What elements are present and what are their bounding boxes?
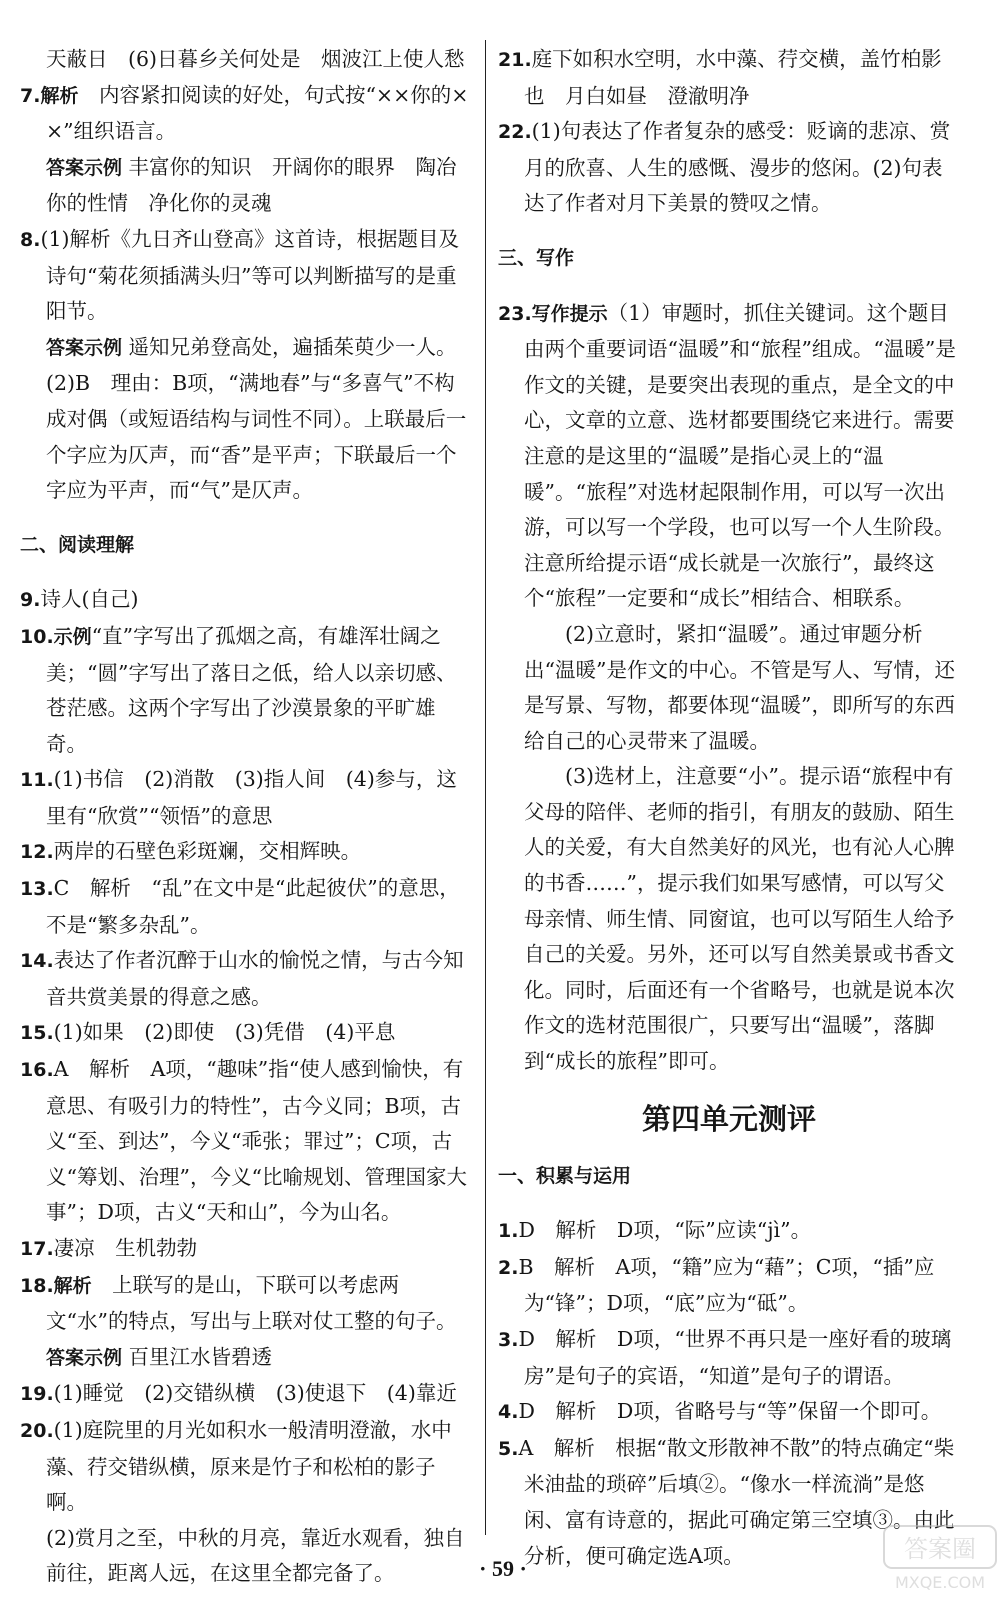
watermark-url: MXQE.COM	[894, 1573, 986, 1592]
answer-text: (1)解析《九日齐山登高》这首诗，根据题目及诗句“菊花须插满头归”等可以判断描写的是重阳节。	[40, 226, 459, 324]
answer-item	[20, 1231, 472, 1268]
answer-label: 14.	[20, 950, 54, 973]
answer-text: A 解析 A项，“趣味”指“使人感到愉快，有意思、有吸引力的特性”，古今义同；B项，古义“至、到达”，今义“乖张；罪过”；C项，古义“筹划、治理”，今义“比喻规划、管理国家大事”；D项，古义“天和山”，今为山名。	[46, 1057, 467, 1225]
answer-text: (2)立意时，紧扣“温暖”。通过审题分析出“温暖”是作文的中心。不管是写人、写情，还是写景、写物，都要体现“温暖”，即所写的东西给自己的心灵带来了温暖。	[524, 621, 955, 753]
answer-label: 答案示例	[46, 336, 123, 359]
answer-item	[20, 834, 472, 871]
answer-label: 11.	[20, 769, 54, 792]
answer-label: 18.解析	[20, 1274, 92, 1297]
answer-text: (1)如果 (2)即使 (3)凭借 (4)平息	[53, 1020, 396, 1045]
left-column	[20, 42, 472, 1592]
section-heading	[498, 1159, 960, 1195]
answer-text: 百里江水皆碧透	[122, 1344, 273, 1369]
answer-label: 19.	[20, 1383, 54, 1406]
answer-text: (1)庭院里的月光如积水一般清明澄澈，水中藻、荇交错纵横，原来是竹子和松柏的影子啊。	[46, 1417, 452, 1515]
answer-text: C 解析 “乱”在文中是“此起彼伏”的意思，不是“繁多杂乱”。	[46, 876, 460, 937]
answer-text: 诗人(自己)	[40, 587, 139, 612]
answer-label: 答案示例	[46, 156, 123, 179]
answer-label: 17.	[20, 1238, 54, 1260]
answer-item	[20, 619, 472, 762]
answer-label: 5.	[498, 1437, 519, 1460]
answer-item	[20, 366, 472, 508]
answer-item	[20, 150, 472, 222]
answer-label: 二、阅读理解	[20, 533, 135, 556]
answer-label: 20.	[20, 1419, 54, 1442]
answer-item	[498, 759, 960, 1079]
answer-text: (1)睡觉 (2)交错纵横 (3)使退下 (4)靠近	[53, 1381, 457, 1406]
answer-label: 22.	[498, 121, 532, 144]
answer-text: (2)赏月之至，中秋的月亮，靠近水观看，独自前往，距离人远，在这里全都完备了。	[46, 1525, 465, 1586]
answer-item	[20, 871, 472, 943]
answer-item	[498, 114, 960, 222]
answer-label: 1.	[498, 1220, 519, 1243]
answer-item	[498, 1213, 960, 1250]
right-column	[498, 42, 960, 1574]
answer-text: 上联写的是山，下联可以考虑两文“水”的特点，写出与上联对仗工整的句子。	[46, 1272, 457, 1334]
answer-item	[20, 42, 472, 78]
answer-text: 两岸的石壁色彩斑斓，交相辉映。	[53, 839, 362, 864]
answer-label: 15.	[20, 1022, 54, 1045]
answer-item	[20, 1413, 472, 1521]
answer-label: 4.	[498, 1401, 519, 1424]
answer-text: A 解析 根据“散文形散神不散”的特点确定“柴米油盐的琐碎”后填②。“像水一样流淌”是悠闲、富有诗意的，据此可确定第三空填③。由此分析，便可确定选A项。	[518, 1435, 955, 1568]
section-heading	[20, 528, 472, 564]
answer-text: （1）审题时，抓住关键词。这个题目由两个重要词语“温暖”和“旅程”组成。“温暖”是作文的关键，是要突出表现的重点，是全文的中心，文章的立意、选材都要围绕它来进行。需要注意的是这里的“温暖”是指心灵上的“温暖”。“旅程”对选材起限制作用，可以写一次出游，可以写一个学段，也可以写一个人生阶段。注意所给提示语“成长就是一次旅行”，最终这个“旅程”一定要和“成长”相结合、相联系。	[524, 300, 956, 611]
answer-label: 7.解析	[20, 84, 79, 107]
page-number: · 59 ·	[479, 1556, 527, 1581]
watermark-logo	[880, 1522, 1000, 1596]
answer-label: 13.	[20, 878, 54, 901]
answer-text: 遥知兄弟登高处，遍插茱萸少一人。	[122, 334, 457, 359]
answer-item	[20, 1376, 472, 1413]
answer-label: 2.	[498, 1256, 519, 1279]
answer-item	[498, 1250, 960, 1322]
answer-item	[20, 943, 472, 1015]
answer-text: 庭下如积水空明，水中藻、荇交横，盖竹柏影也 月白如昼 澄澈明净	[524, 47, 942, 108]
answer-text: D 解析 D项，省略号与“等”保留一个即可。	[518, 1399, 942, 1424]
answer-label: 9.	[20, 589, 41, 612]
answer-label: 8.	[20, 228, 41, 251]
answer-text: (2)B 理由：B项，“满地春”与“多喜气”不构成对偶（或短语结构与词性不同）。上联最后一个字应为仄声，而“香”是平声；下联最后一个字应为平声，而“气”是仄声。	[46, 371, 467, 503]
answer-text: (3)选材上，注意要“小”。提示语“旅程中有父母的陪伴、老师的指引，有朋友的鼓励、陌生人的关爱，有大自然美好的风光，也有沁人心脾的书香……”，提示我们如果写感情，可以写父母亲情、师生情、同窗谊，也可以写陌生人给予自己的关爱。另外，还可以写自然美景或书香文化。同时，后面还有一个省略号，也就是说本次作文的选材范围很广，只要写出“温暖”，落脚到“成长的旅程”即可。	[524, 764, 955, 1074]
answer-label: 23.写作提示	[498, 302, 608, 325]
unit-four-answers	[498, 1159, 960, 1575]
answer-text: 表达了作者沉醉于山水的愉悦之情，与古今知音共赏美景的得意之感。	[46, 948, 464, 1009]
answer-item	[20, 582, 472, 619]
answer-text: (1)句表达了作者复杂的感受：贬谪的悲凉、赏月的欣喜、人生的感慨、漫步的悠闲。(2)句表达了作者对月下美景的赞叹之情。	[524, 119, 951, 216]
answer-label: 答案示例	[46, 1346, 123, 1369]
answer-label: 12.	[20, 841, 54, 864]
answer-label: 三、写作	[498, 246, 575, 269]
answer-item	[498, 617, 960, 759]
section-heading	[498, 241, 960, 277]
answer-label: 10.示例	[20, 625, 92, 648]
answer-item	[20, 78, 472, 150]
answer-text: 丰富你的知识 开阔你的眼界 陶冶你的性情 净化你的灵魂	[46, 154, 457, 216]
answer-label: 一、积累与运用	[498, 1164, 632, 1187]
answer-item	[498, 42, 960, 114]
unit-title: 第四单元测评	[641, 1101, 816, 1136]
answer-text: B 解析 A项，“籍”应为“藉”；C项，“插”应为“锋”；D项，“底”应为“砥”。	[518, 1254, 935, 1316]
answer-text: 凄凉 生机勃勃	[53, 1236, 198, 1260]
column-divider	[485, 40, 486, 1535]
answer-item	[20, 1268, 472, 1340]
answer-label: 21.	[498, 49, 532, 71]
answer-text: (1)书信 (2)消散 (3)指人间 (4)参与，这里有“欣赏”“领悟”的意思	[46, 767, 457, 828]
answer-text: D 解析 D项，“世界不再只是一座好看的玻璃房”是句子的宾语，“知道”是句子的谓语。	[518, 1327, 952, 1388]
answer-text: 内容紧扣阅读的好处，句式按“××你的××”组织语言。	[46, 82, 469, 144]
answer-item	[498, 1322, 960, 1394]
answer-item	[20, 1340, 472, 1377]
answer-label: 16.	[20, 1059, 54, 1082]
answer-item	[498, 1394, 960, 1431]
answer-item	[20, 1052, 472, 1231]
right-column-answers	[498, 42, 960, 1080]
answer-label: 3.	[498, 1329, 519, 1351]
answer-item	[498, 296, 960, 617]
answer-item	[20, 330, 472, 367]
answer-item	[20, 222, 472, 330]
answer-item	[20, 762, 472, 834]
answer-text: D 解析 D项，“际”应读“jì”。	[518, 1218, 812, 1243]
watermark-text: 答案圈	[904, 1535, 976, 1563]
answer-text: 天蔽日 (6)日暮乡关何处是 烟波江上使人愁	[46, 47, 465, 71]
answer-text: “直”字写出了孤烟之高，有雄浑壮阔之美；“圆”字写出了落日之低，给人以亲切感、苍茫感。这两个字写出了沙漠景象的平旷雄奇。	[46, 623, 457, 756]
answer-item	[20, 1015, 472, 1052]
